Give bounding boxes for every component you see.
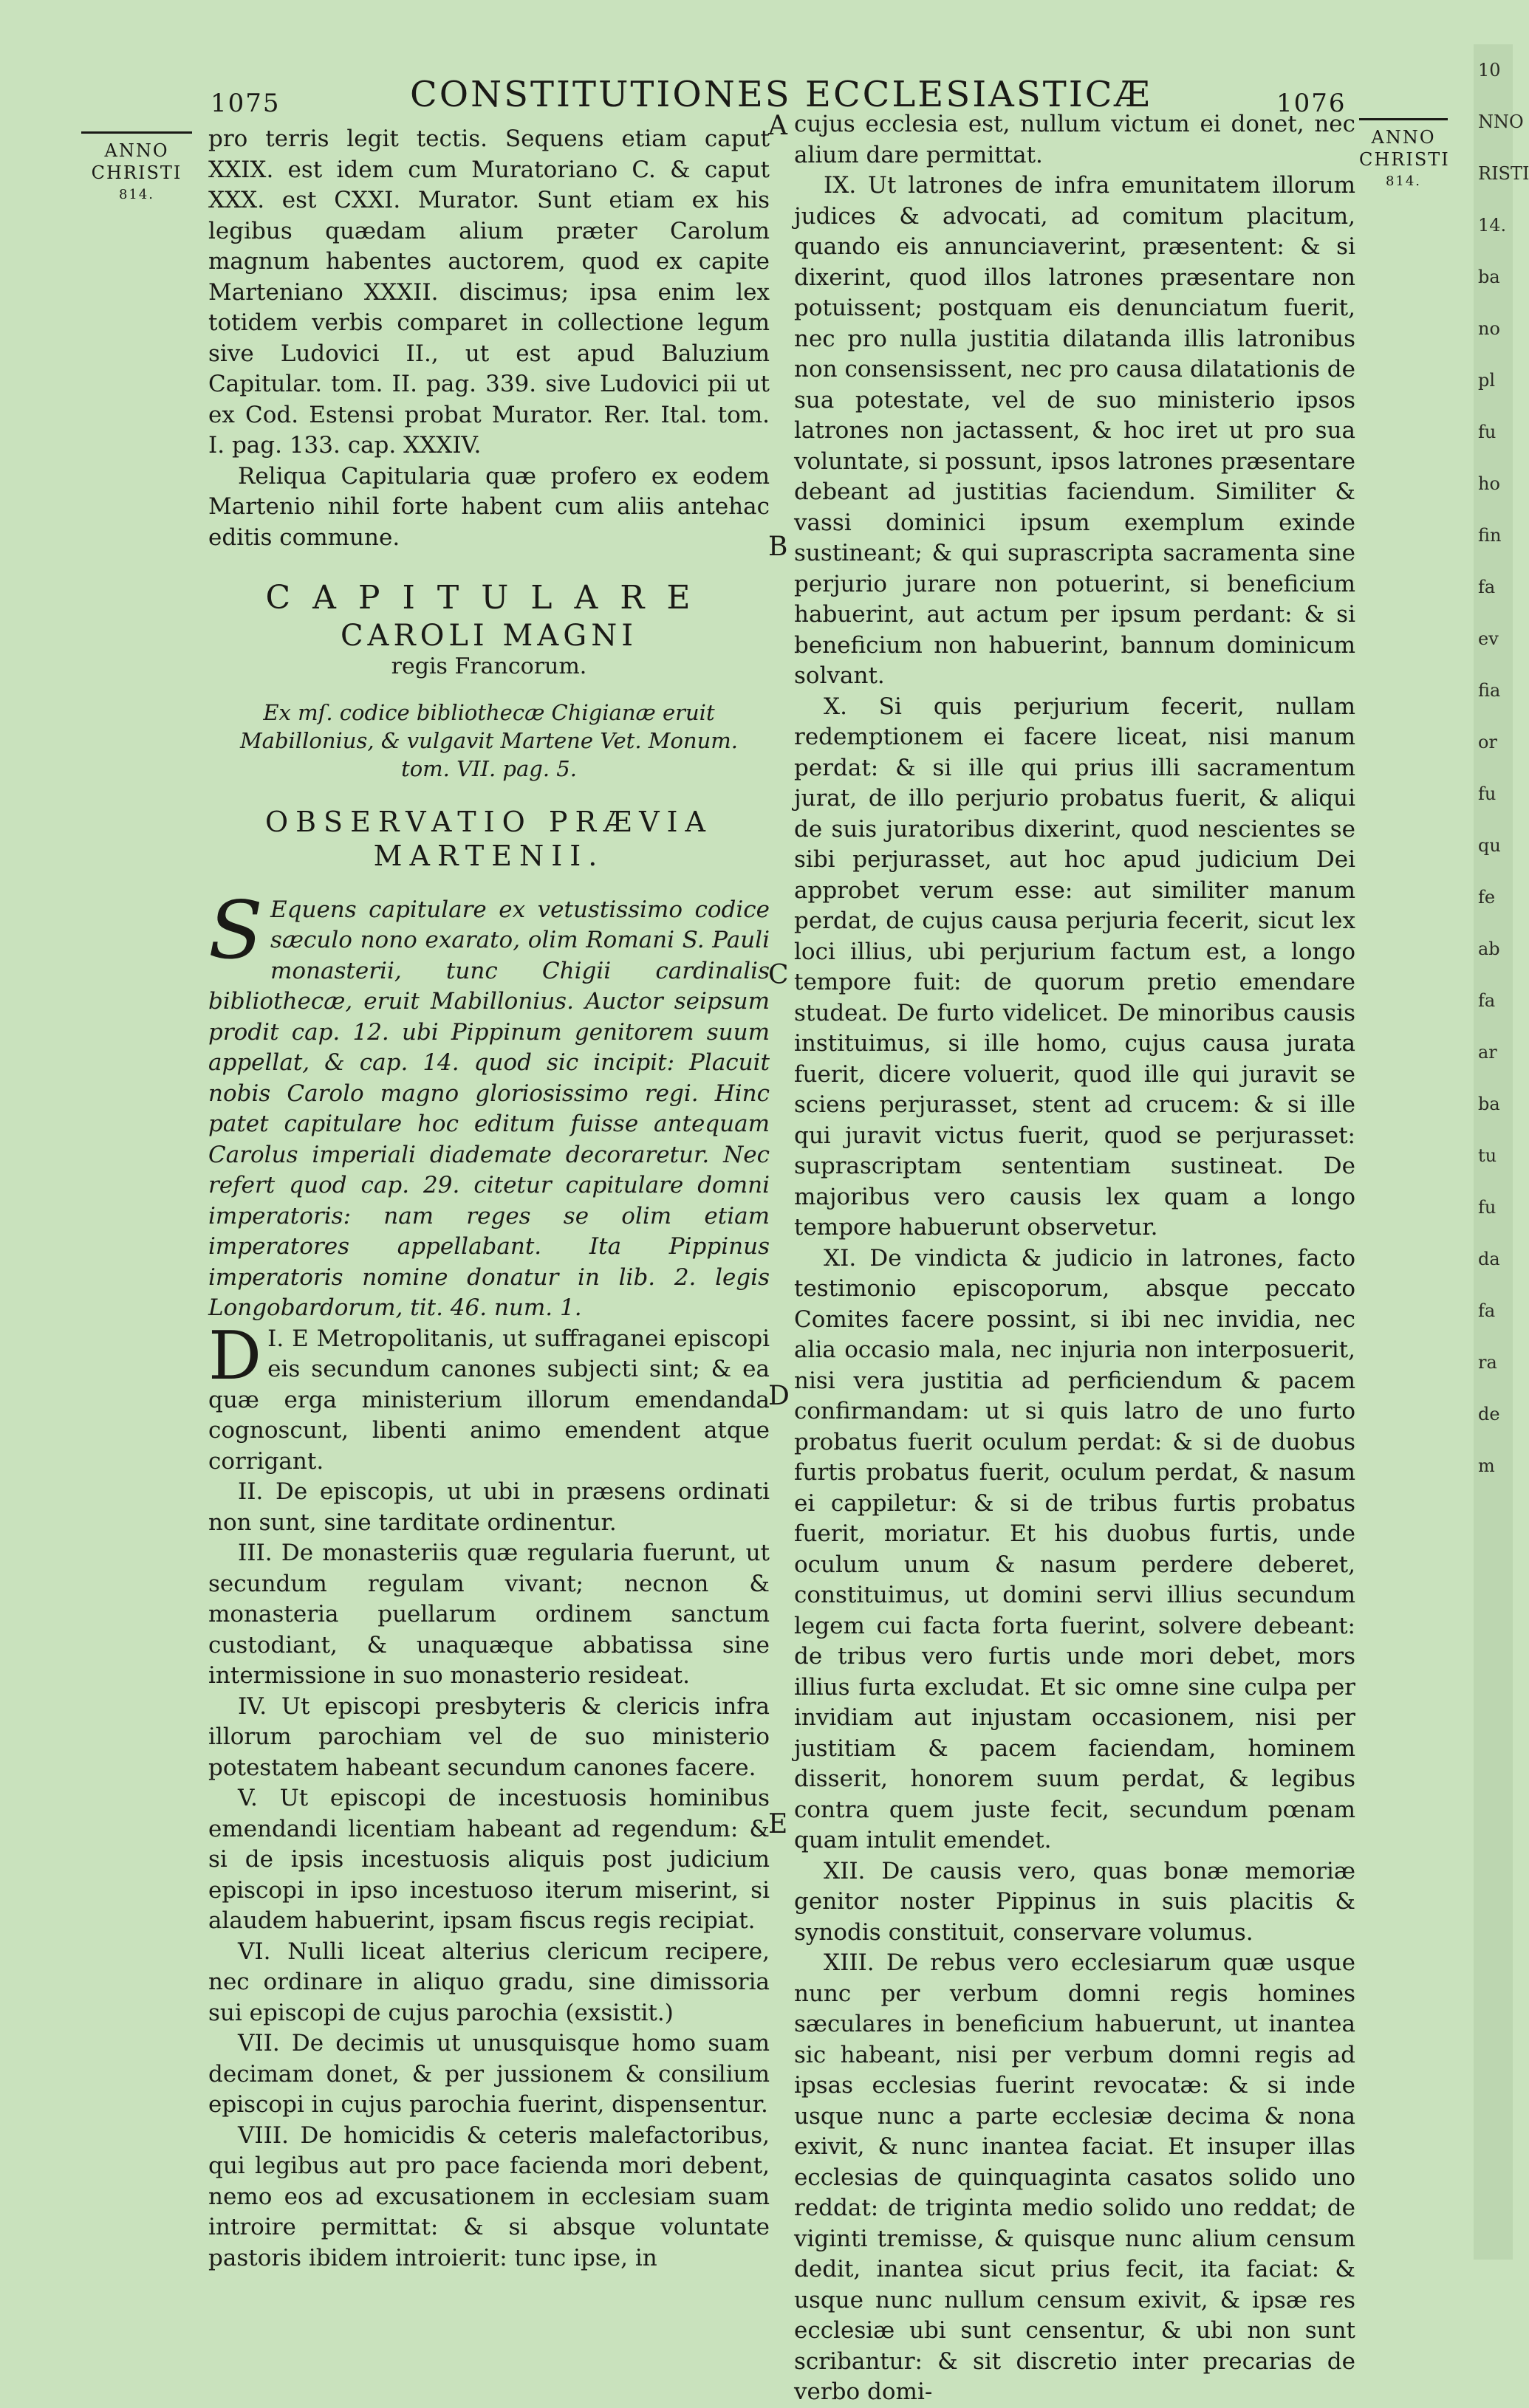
continued-paragraph: cujus ecclesia est, nullum victum ei donet, nec alium dare permittat. [794, 111, 1355, 168]
heading-observatio-line1: OBSERVATIO PRÆVIA [264, 805, 714, 838]
chapter-9: IX. Ut latrones de infra emunitatem illorum judices & advocati, ad comitum placitum, quando eis annunciaverint, præsentent: & si dixerint, quod illos latrones præsentare non potuissent; postquam eis denunciatum fuerit, nec pro nulla justitia dilatanda illis latronibus non consensissent, nec pro causa dilatationis de sua potestate, vel de suo ministerio ipsos latrones non jactassent, & hoc iret ut pro sua voluntate, si possunt, ipsos latrones præsentare debeant ad justitias faciendum. Similiter & vassi dominici ipsum exemplum exinde sustineant; & qui suprascripta sacramenta sine perjurio jurare non potuerint, si beneficium habuerint, aut actum per ipsum perdant: & si beneficium non habuerint, bannum dominicum solvant. [794, 172, 1355, 689]
adjacent-page-edge [1474, 44, 1529, 2260]
heading-caroli-magni: CAROLI MAGNI [340, 618, 638, 653]
page-number-left: 1075 [211, 89, 281, 118]
running-title: CONSTITUTIONES ECCLESIASTICÆ [410, 74, 1152, 115]
chapter-11: XI. De vindicta & judicio in latrones, facto testimonio episcoporum, absque peccato Comites facere possint, si ibi nec invidia, nec alia occasio mala, nec injuria non interposuerit, nisi vera justitia ad perficiendum & pacem confirmandam: ut si quis latro de uno furto probatus fuerit oculum perdat: & si de duobus furtis probatus fuerit, oculum perdat, & nasum ei cappiletur: & si de tribus furtis probatus fuerit, moriatur. Et his duobus furtis, unde oculum unum & nasum perdere deberet, constituimus, ut domini servi illius secundum legem cui facta forta fuerint, solvere debeant: de tribus vero furtis unde mori debet, mors illius furta excludat. Et sic omne sine culpa per invidiam aut injustam occasionem, nisi per justitiam & pacem faciendam, hominem disserit, honorem suum perdat, & legibus contra quem juste fecit, secundum pœnam quam intulit emendet. [794, 1244, 1355, 1853]
source-note: Ex mſ. codice bibliothecæ Chigianæ eruit Mabillonius, & vulgavit Martene Vet. Monum. tom. VII. pag. 5. [239, 699, 738, 781]
chapter-4: IV. Ut episcopi presbyteris & clericis infra illorum parochiam vel de suo ministerio potestatem habeant secundum canones facere. [208, 1692, 770, 1781]
heading-regis: regis Francorum. [391, 654, 587, 679]
margin-note-year: 814. [1385, 174, 1422, 189]
chapter-3: III. De monasteriis quæ regularia fuerunt, ut secundum regulam vivant; necnon & monasteria puellarum ordinem sanctum custodiant, & unaquæque abbatissa sine intermissione in suo monasterio resideat. [208, 1540, 770, 1689]
section-letter-a: A [768, 111, 787, 141]
heading-capitulare: CAPITULARE [265, 579, 713, 617]
adjacent-page-fragment: no [1478, 318, 1500, 339]
left-column [208, 124, 770, 2274]
heading-observatio-line2: MARTENII. [373, 839, 605, 872]
chapter-6: VI. Nulli liceat alterius clericum recipere, nec ordinare in aliquo gradu, sine dimissoria sui episcopi de cujus parochia (exsistit.) [208, 1938, 770, 2026]
section-letter-b: B [768, 532, 788, 562]
margin-note-year: 814. [118, 187, 155, 202]
adjacent-page-fragment: fe [1478, 887, 1496, 908]
chapter-7: VII. De decimis ut unusquisque homo suam decimam donet, & per jussionem & consilium episcopi in cujus parochia fuerint, dispensentur. [208, 2030, 770, 2118]
adjacent-page-fragment: or [1478, 732, 1497, 752]
adjacent-page-fragment: fu [1478, 783, 1496, 804]
intro-paragraph: Reliqua Capitularia quæ profero ex eodem Martenio nihil forte habent cum aliis antehac editis commune. [208, 462, 770, 551]
adjacent-page-fragment: fu [1478, 1197, 1496, 1218]
adjacent-page-fragment: ab [1478, 939, 1500, 959]
chapter-2: II. De episcopis, ut ubi in præsens ordinati non sunt, sine tarditate ordinentur. [208, 1478, 770, 1536]
adjacent-page-fragment: fa [1478, 577, 1496, 597]
chapter-12: XII. De causis vero, quas bonæ memoriæ genitor noster Pippinus in suis placitis & synodis constituit, conservare volumus. [794, 1857, 1355, 1946]
adjacent-page-fragment: m [1478, 1455, 1495, 1476]
adjacent-page-fragment: ba [1478, 267, 1500, 287]
adjacent-page-fragment: ba [1478, 1094, 1500, 1114]
adjacent-page-fragment: fin [1478, 525, 1502, 546]
adjacent-page-fragment: RISTI [1478, 163, 1529, 184]
adjacent-page-fragments [1474, 44, 1529, 1492]
chapter-number: I. [267, 1325, 284, 1352]
adjacent-page-fragment: da [1478, 1249, 1500, 1269]
observatio-body: Equens capitulare ex vetustissimo codice sæculo nono exarato, olim Romani S. Pauli monasterii, tunc Chigii cardinalis bibliothecæ, eruit Mabillonius. Auctor seipsum prodit cap. 12. ubi Pippinum genitorem suum appellat, & cap. 14. quod sic incipit: Placuit nobis Carolo magno gloriosissimo regi. Hinc patet capitulare hoc editum fuisse antequam Carolus imperiali diademate decoraretur. Nec refert quod cap. 29. citetur capitulare domni imperatoris: nam reges se olim etiam imperatores appellabant. Ita Pippinus imperatoris nomine donatur in lib. 2. legis Longobardorum, tit. 46. num. 1. [208, 896, 770, 1321]
adjacent-page-fragment: fa [1478, 1300, 1496, 1321]
adjacent-page-fragment: 14. [1478, 215, 1507, 236]
section-letter-c: C [768, 960, 789, 990]
margin-note-anno: ANNO [1371, 127, 1436, 148]
adjacent-page-fragment: 10 [1478, 60, 1501, 80]
dropcap: S [208, 884, 263, 977]
adjacent-page-fragment: ho [1478, 473, 1500, 494]
margin-note-christi: CHRISTI [91, 162, 182, 183]
margin-note-left [81, 131, 192, 206]
chapter-10: X. Si quis perjurium fecerit, nullam redemptionem ei facere liceat, nisi manum perdat: & si ille qui prius illi sacramentum jurat, de illo perjurio probatus fuerit, & aliqui de suis juratoribus dixerint, quod nescientes se sibi perjurasset, aut hoc apud judicium Dei approbet verum esse: aut similiter manum perdat, de cujus causa perjuria fecerit, sicut lex loci illius, ubi perjurium factum est, a longo tempore fuit: de quorum pretio emendare studeat. De furto videlicet. De minoribus causis instituimus, si ille homo, cujus causa jurata fuerit, dicere voluerit, quod ille qui juravit se sciens perjurasset, stent ad crucem: & si ille qui juravit victus fuerit, quod se perjurasset: suprascriptam sententiam sustineat. De majoribus vero causis lex quam a longo tempore habuerunt observetur. [794, 693, 1355, 1241]
section-letter-d: D [768, 1381, 790, 1411]
right-column [794, 109, 1355, 2408]
chapter-1 [208, 1317, 770, 1478]
heading-observatio [208, 805, 770, 873]
chapter-5: V. Ut episcopi de incestuosis hominibus emendandi licentiam habeant ad regendum: & si de ipsis incestuosis aliquis post judicium episcopi in ipso incestuoso iterum miserint, si alaudem habuerint, ipsam fiscus regis recipiat. [208, 1785, 770, 1934]
margin-note-anno: ANNO [104, 140, 169, 161]
chapter-8: VIII. De homicidis & ceteris malefactoribus, qui legibus aut pro pace facienda mori debent, nemo eos ad excusationem in ecclesiam suam introire permittat: & si absque voluntate pastoris ibidem introierit: tunc ipse, in [208, 2121, 770, 2271]
section-letter-e: E [768, 1809, 788, 1839]
adjacent-page-fragment: ra [1478, 1352, 1497, 1373]
adjacent-page-fragment: de [1478, 1404, 1500, 1424]
margin-note-right [1359, 118, 1448, 193]
chapter-body: E Metropolitanis, ut suffraganei episcopi eis secundum canones subjecti sint; & ea quæ erga ministerium illorum emendanda cognoscunt, libenti animo emendent atque corrigant. [208, 1325, 770, 1475]
adjacent-page-fragment: pl [1478, 370, 1496, 391]
dropcap: D [208, 1317, 262, 1395]
adjacent-page-fragment: fu [1478, 422, 1496, 442]
adjacent-page-fragment: ar [1478, 1042, 1497, 1063]
page-number-right: 1076 [1276, 89, 1347, 118]
margin-note-christi: CHRISTI [1359, 149, 1450, 170]
adjacent-page-fragment: qu [1478, 835, 1501, 856]
intro-paragraph: pro terris legit tectis. Sequens etiam caput XXIX. est idem cum Muratoriano C. & caput XXX. est CXXI. Murator. Sunt etiam ex his legibus quædam alium præter Carolum magnum habentes auctorem, quod ex capite Marteniano XXXII. discimus; ipsa enim lex totidem verbis comparet in collectione legum sive Ludovici II., ut est apud Baluzium Capitular. tom. II. pag. 339. sive Ludovici pii ut ex Cod. Estensi probat Murator. Rer. Ital. tom. I. pag. 133. cap. XXXIV. [208, 126, 770, 459]
observatio-text [208, 884, 770, 1324]
adjacent-page-fragment: fa [1478, 990, 1496, 1011]
chapter-13: XIII. De rebus vero ecclesiarum quæ usque nunc per verbum domni regis homines sæculares in beneficium habuerunt, ut inantea sic habeant, nisi per verbum domni regis ad ipsas ecclesias fuerint revocatæ: & si inde usque nunc a parte ecclesiæ decima & nona exivit, & nunc inantea faciat. Et insuper illas ecclesias de quinquaginta casatos solido uno reddat: de triginta medio solido uno reddat; de viginti tremisse, & quisque nunc alium censum dedit, inantea sicut prius fecit, ita faciat: & usque nunc nullum censum exivit, & ipsæ res ecclesiæ ubi sunt censentur, & ubi non sunt scribantur: & sit discretio inter precarias de verbo domi- [794, 1949, 1355, 2405]
margin-rule [1359, 118, 1448, 120]
adjacent-page-fragment: ev [1478, 628, 1499, 649]
adjacent-page-fragment: tu [1478, 1145, 1497, 1166]
margin-rule [81, 131, 192, 134]
adjacent-page-fragment: NNO [1478, 112, 1524, 132]
adjacent-page-fragment: fia [1478, 680, 1501, 701]
